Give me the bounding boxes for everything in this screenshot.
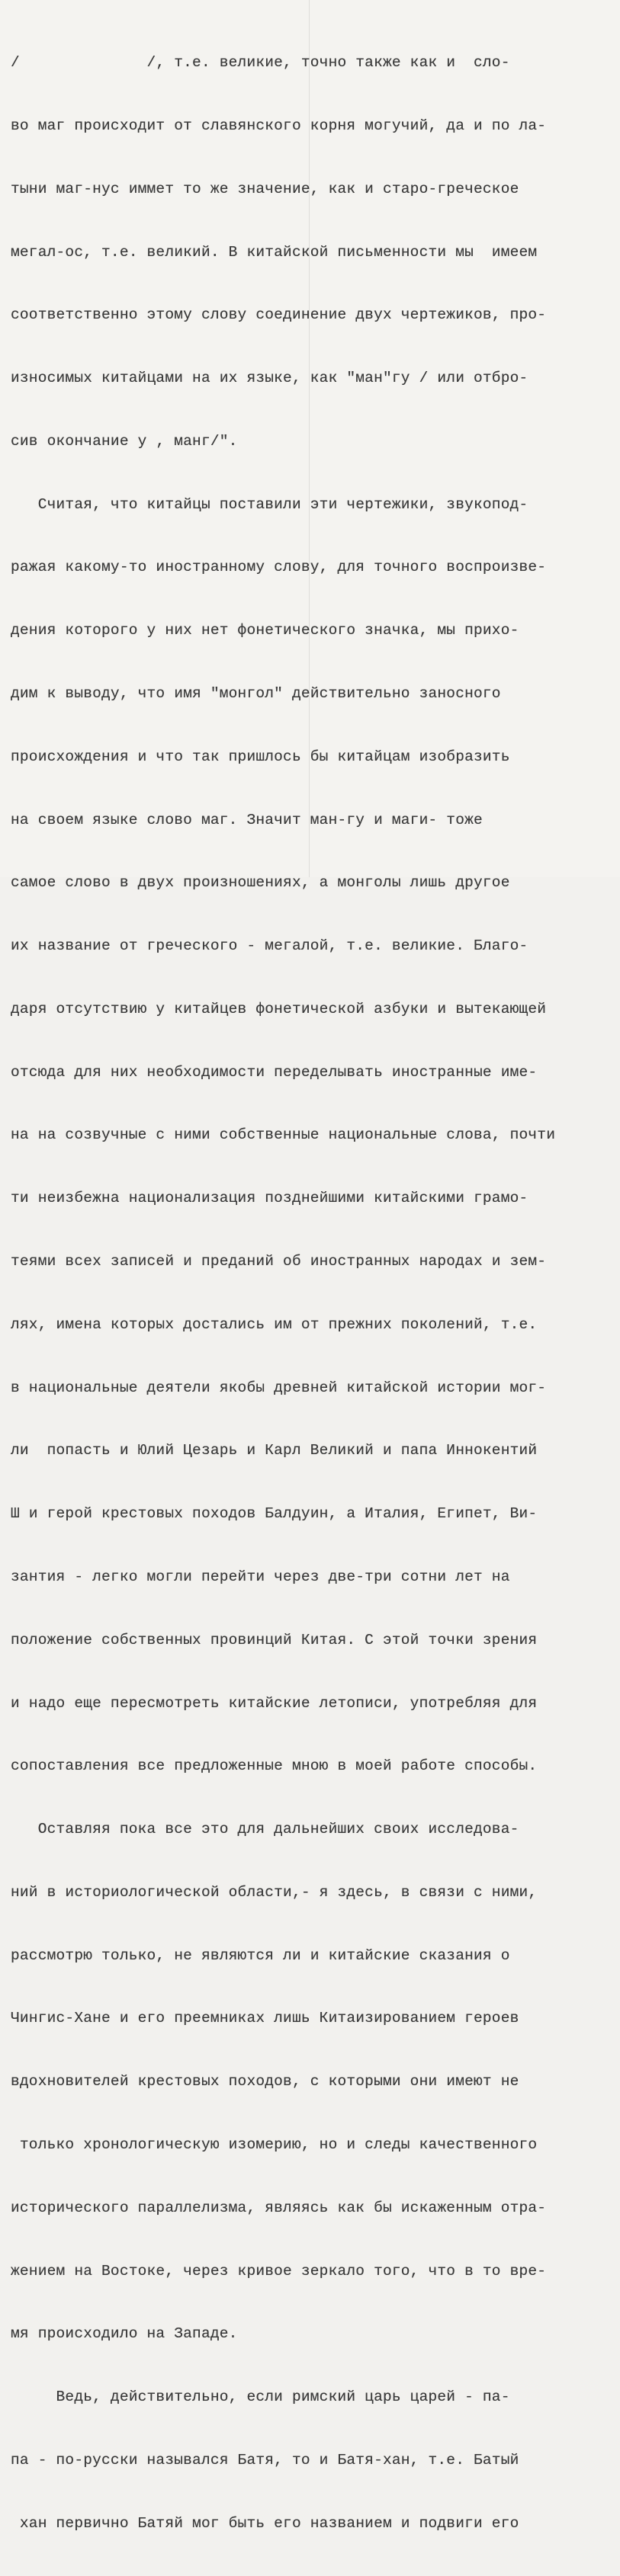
text-line: Считая, что китайцы поставили эти чертежики, звукопод- — [11, 495, 528, 513]
text-line: жением на Востоке, через кривое зеркало того, что в то вре- — [11, 2262, 547, 2280]
text-line: во маг происходит от славянского корня могучий, да и по ла- — [11, 117, 547, 134]
text-line: мя происходило на Западе. — [11, 2325, 238, 2343]
text-line: мегал-ос, т.е. великий. В китайской письменности мы имеем — [11, 243, 538, 261]
text-line: вдохновителей крестовых походов, с которыми они имеют не — [11, 2073, 519, 2091]
text-line: положение собственных провинций Китая. С этой точки зрения — [11, 1631, 538, 1648]
text-line: лях, имена которых достались им от прежних поколений, т.е. — [11, 1315, 538, 1333]
text-line: дим к выводу, что имя "монгол" действительно заносного — [11, 685, 501, 702]
text-line: ражая какому-то иностранному слову, для точного воспроизве- — [11, 559, 547, 576]
text-line: рассмотрю только, не являются ли и китайские сказания о — [11, 1946, 510, 1964]
text-line: зантия - легко могли перейти через две-три сотни лет на — [11, 1568, 510, 1585]
text-line: Оставляя пока все это для дальнейших своих исследова- — [11, 1821, 519, 1838]
text-line: Чингис-Хане и его преемниках лишь Китаизированием героев — [11, 2010, 519, 2027]
text-line: износимых китайцами на их языке, как "ман"гу / или отбро- — [11, 370, 528, 387]
text-line: хан первично Батяй мог быть его названием и подвиги его — [11, 2514, 519, 2532]
text-line: тыни маг-нус иммет то же значение, как и старо-греческое — [11, 180, 519, 197]
text-line: отсюда для них необходимости переделывать иностранные име- — [11, 1063, 538, 1081]
text-line: соответственно этому слову соединение двух чертежиков, про- — [11, 306, 547, 324]
text-line: па - по-русски назывался Батя, то и Батя-хан, т.е. Батый — [11, 2451, 519, 2469]
text-line: ти неизбежна национализация позднейшими китайскими грамо- — [11, 1190, 528, 1207]
text-line: на своем языке слово маг. Значит ман-гу и маги- тоже — [11, 811, 483, 828]
text-line: Ведь, действительно, если римский царь царей - па- — [11, 2389, 510, 2406]
text-line: в национальные деятели якобы древней китайской истории мог- — [11, 1379, 547, 1396]
text-line: дения которого у них нет фонетического значка, мы прихо- — [11, 622, 519, 639]
text-line: / /, т.е. великие, точно также как и сло- — [11, 54, 510, 72]
text-line: их название от греческого - мегалой, т.е. великие. Благо- — [11, 937, 528, 955]
text-line: сопоставления все предложенные мною в моей работе способы. — [11, 1757, 538, 1775]
text-line: даря отсутствию у китайцев фонетической азбуки и вытекающей — [11, 1000, 547, 1017]
text-line: теями всех записей и преданий об иностранных народах и зем- — [11, 1253, 547, 1270]
text-line: Ш и герой крестовых походов Балдуин, а Италия, Египет, Ви- — [11, 1505, 538, 1523]
text-line: на на созвучные с ними собственные национальные слова, почти — [11, 1126, 556, 1144]
text-line: и надо еще пересмотреть китайские летописи, употребляя для — [11, 1694, 538, 1712]
document-body — [11, 11, 613, 2576]
text-line: происхождения и что так пришлось бы китайцам изобразить — [11, 748, 510, 765]
text-line: ли попасть и Юлий Цезарь и Карл Великий и папа Иннокентий — [11, 1442, 538, 1459]
text-line: исторического параллелизма, являясь как бы искаженным отра- — [11, 2199, 547, 2216]
text-line: самое слово в двух произношениях, а монголы лишь другое — [11, 874, 510, 892]
text-line: только хронологическую изомерию, но и следы качественного — [11, 2135, 538, 2153]
text-line: ний в историологической области,- я здесь, в связи с ними, — [11, 1883, 538, 1901]
text-line: сив окончание у , манг/". — [11, 432, 238, 450]
